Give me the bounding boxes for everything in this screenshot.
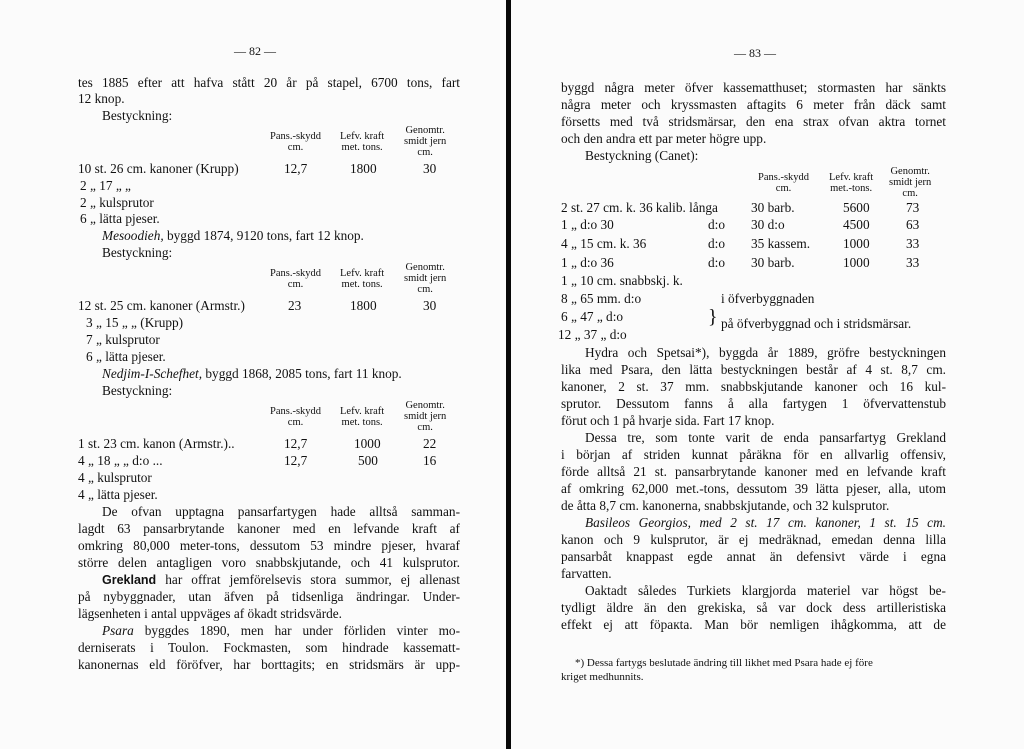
- table-cell: 12 „ 37 „ d:o: [558, 327, 627, 342]
- table-cell: 1000: [843, 255, 870, 270]
- column-header-lefv: Lefv. kraft met. tons.: [340, 406, 385, 428]
- table-cell: 1 st. 23 cm. kanon (Armstr.)..: [78, 436, 235, 451]
- text-line: kanon och 9 kulsprutor, är ej medräknad, emedan denna lilla: [561, 532, 946, 547]
- table-cell: 7 „ kulsprutor: [86, 332, 160, 347]
- text-line: Psara byggdes 1890, men har under förliden vinter mo-: [102, 623, 460, 638]
- table-cell: 6 „ lätta pjeser.: [80, 211, 160, 226]
- ship-line: Mesoodieh, byggd 1874, 9120 tons, fart 12 knop.: [102, 228, 364, 243]
- table-cell: 30 barb.: [751, 255, 795, 270]
- text-line: i början af striden kunnat påräkna för en allvarlig offensiv,: [561, 447, 946, 462]
- text-line: de åtta 8,7 cm. kanonerna, snabbskjutande, och 32 kulsprutor.: [561, 498, 890, 513]
- column-header-pans: Pans.-skydd cm.: [270, 406, 322, 428]
- text-line: Dessa tre, som tonte varit de enda pansarfartyg Grekland: [585, 430, 946, 445]
- column-header-genom: Genomtr. smidt jern cm.: [889, 166, 932, 199]
- column-header-genom: Genomtr. smidt jern cm.: [404, 262, 447, 295]
- column-header-pans: Pans.-skydd cm.: [270, 131, 322, 153]
- bestyckning-heading: Bestyckning:: [102, 383, 173, 398]
- column-header-lefv: Lefv. kraft met.-tons.: [829, 172, 874, 194]
- table-cell: 1000: [843, 236, 870, 251]
- bestyckning-heading: Bestyckning:: [102, 108, 173, 123]
- table-cell: 6 „ lätta pjeser.: [86, 349, 166, 364]
- table-cell: 4500: [843, 217, 870, 232]
- table-cell: 73: [906, 200, 920, 215]
- table-cell: 12,7: [284, 453, 308, 468]
- table-cell: 10 st. 26 cm. kanoner (Krupp): [78, 161, 239, 176]
- table-cell: d:o: [708, 236, 725, 251]
- table-cell: 2 „ kulsprutor: [80, 195, 154, 210]
- table-cell: 30: [423, 298, 437, 313]
- text-line: pansarbåt knappast egde annat än defensivt värde i egna: [561, 549, 946, 564]
- left-page: [0, 0, 506, 749]
- column-header-genom: Genomtr. smidt jern cm.: [404, 125, 447, 158]
- text-line: af omkring 62,000 met.-tons, dessutom 39 lätta pjeser, alla, utom: [561, 481, 946, 496]
- table-cell: 1 „ d:o 30: [561, 217, 614, 232]
- text-line: försetts med två stridsmärsar, den ena strax ofvan aktra tornet: [561, 114, 946, 129]
- table-cell: 4 „ 18 „ „ d:o ...: [78, 453, 163, 468]
- table-cell: d:o: [708, 255, 725, 270]
- text-line: förut och 1 på hvarje sida. Fart 17 knop.: [561, 413, 775, 428]
- text-line: kanonernas eld föröfver, har borttagits; en stridsmärs är upp-: [78, 657, 460, 672]
- text-line: tes 1885 efter att hafva stått 20 år på stapel, 6700 tons, fart: [78, 75, 460, 90]
- page-number: — 82 —: [234, 44, 276, 58]
- text-line: Oaktadt således Turkiets klargjorda materiel var högst be-: [585, 583, 946, 598]
- table-cell: 6 „ 47 „ d:o: [561, 309, 624, 324]
- table-cell: 12,7: [284, 161, 308, 176]
- table-cell: 23: [288, 298, 302, 313]
- page-number: — 83 —: [734, 46, 776, 60]
- column-header-pans: Pans.-skydd cm.: [270, 268, 322, 290]
- ship-line: Nedjim-I-Schefhet, byggd 1868, 2085 tons, fart 11 knop.: [102, 366, 402, 381]
- table-cell: 1 „ d:o 36: [561, 255, 614, 270]
- text-line: lägsenheten i antal uppväges af ökadt stridsvärde.: [78, 606, 343, 621]
- text-line: större delen antagligen voro snabbskjutande, och 41 kulsprutor.: [78, 555, 460, 570]
- table-cell: 3 „ 15 „ „ (Krupp): [86, 315, 184, 330]
- text-line: och den andra ett par meter högre upp.: [561, 131, 767, 146]
- text-line: sprutor. Dessutom fanns å alla fartygen 1 öfvervattenstub: [561, 396, 946, 411]
- text-line: kanoner, 2 st. 37 mm. snabbskjutande kanoner och 16 kul-: [561, 379, 946, 394]
- text-line: lagdt 63 pansarbrytande kanoner med en lefvande kraft af: [78, 521, 460, 536]
- table-cell: 33: [906, 255, 920, 270]
- table-cell: 5600: [843, 200, 870, 215]
- text-line: lika med Psara, den lätta bestyckningen består af 4 st. 8,7 cm.: [561, 362, 946, 377]
- bestyckning-heading: Bestyckning:: [102, 245, 173, 260]
- text-line: derniserats i Toulon. Fockmasten, som hindrade kassematt-: [78, 640, 460, 655]
- table-cell: 8 „ 65 mm. d:o: [561, 291, 642, 306]
- brace-symbol: }: [708, 306, 718, 328]
- column-header-lefv: Lefv. kraft met. tons.: [340, 131, 385, 153]
- right-page: [511, 0, 1024, 749]
- text-line: några meter och kryssmasten aftagits 6 meter från däck samt: [561, 97, 946, 112]
- table-cell: 12,7: [284, 436, 308, 451]
- table-cell: d:o: [708, 217, 725, 232]
- text-line: byggd några meter öfver kassematthuset; stormasten har sänkts: [561, 80, 946, 95]
- table-cell: 1800: [350, 298, 377, 313]
- text-line: på nybyggnader, utan äfven på tidsenliga ändringar. Under-: [78, 589, 460, 604]
- table-cell: 2 „ 17 „ „: [80, 178, 131, 193]
- table-cell: 35 kassem.: [751, 236, 811, 251]
- table-cell: på öfverbyggnad och i stridsmärsar.: [721, 316, 912, 331]
- column-header-lefv: Lefv. kraft met. tons.: [340, 268, 385, 290]
- table-cell: 1000: [354, 436, 381, 451]
- table-cell: 1800: [350, 161, 377, 176]
- table-cell: 12 st. 25 cm. kanoner (Armstr.): [78, 298, 245, 313]
- column-header-pans: Pans.-skydd cm.: [758, 172, 810, 194]
- text-line: effekt ej att föракta. Man bör nemligen ihågkomma, att de: [561, 617, 946, 632]
- table-cell: 2 st. 27 cm. k. 36 kalib. långa: [561, 200, 718, 215]
- table-cell: 16: [423, 453, 437, 468]
- table-cell: 33: [906, 236, 920, 251]
- text-line: Basileos Georgios, med 2 st. 17 cm. kanoner, 1 st. 15 cm.: [585, 515, 946, 530]
- table-cell: 22: [423, 436, 437, 451]
- text-line: Hydra och Spetsai*), byggda år 1889, gröfre bestyckningen: [585, 345, 946, 360]
- table-cell: 4 „ lätta pjeser.: [78, 487, 158, 502]
- table-cell: 1 „ 10 cm. snabbskj. k.: [561, 273, 683, 288]
- table-cell: 500: [358, 453, 378, 468]
- table-cell: i öfverbyggnaden: [721, 291, 815, 306]
- footnote-line: kriget medhunnits.: [561, 671, 644, 683]
- text-line: 12 knop.: [78, 91, 125, 106]
- bestyckning-heading: Bestyckning (Canet):: [585, 148, 699, 163]
- text-line: Grekland har offrat jemförelsevis stora summor, ej allenast: [102, 572, 461, 587]
- table-cell: 63: [906, 217, 920, 232]
- text-line: De ofvan upptagna pansarfartygen hade alltså samman-: [102, 504, 460, 519]
- text-line: förde alltså 21 st. pansarbrytande kanoner med en lefvande kraft: [561, 464, 946, 479]
- table-cell: 30 d:o: [751, 217, 785, 232]
- footnote-line: *) Dessa fartygs beslutade ändring till likhet med Psara hade ej före: [575, 657, 873, 669]
- column-header-genom: Genomtr. smidt jern cm.: [404, 400, 447, 433]
- table-cell: 4 „ kulsprutor: [78, 470, 152, 485]
- text-line: omkring 80,000 meter-tons, dessutom 53 mindre pjeser, hvaraf: [78, 538, 460, 553]
- text-line: farvatten.: [561, 566, 612, 581]
- text-line: tydligt äldre än den grekiska, så var dock dess artilleristiska: [561, 600, 946, 615]
- table-cell: 4 „ 15 cm. k. 36: [561, 236, 647, 251]
- table-cell: 30: [423, 161, 437, 176]
- table-cell: 30 barb.: [751, 200, 795, 215]
